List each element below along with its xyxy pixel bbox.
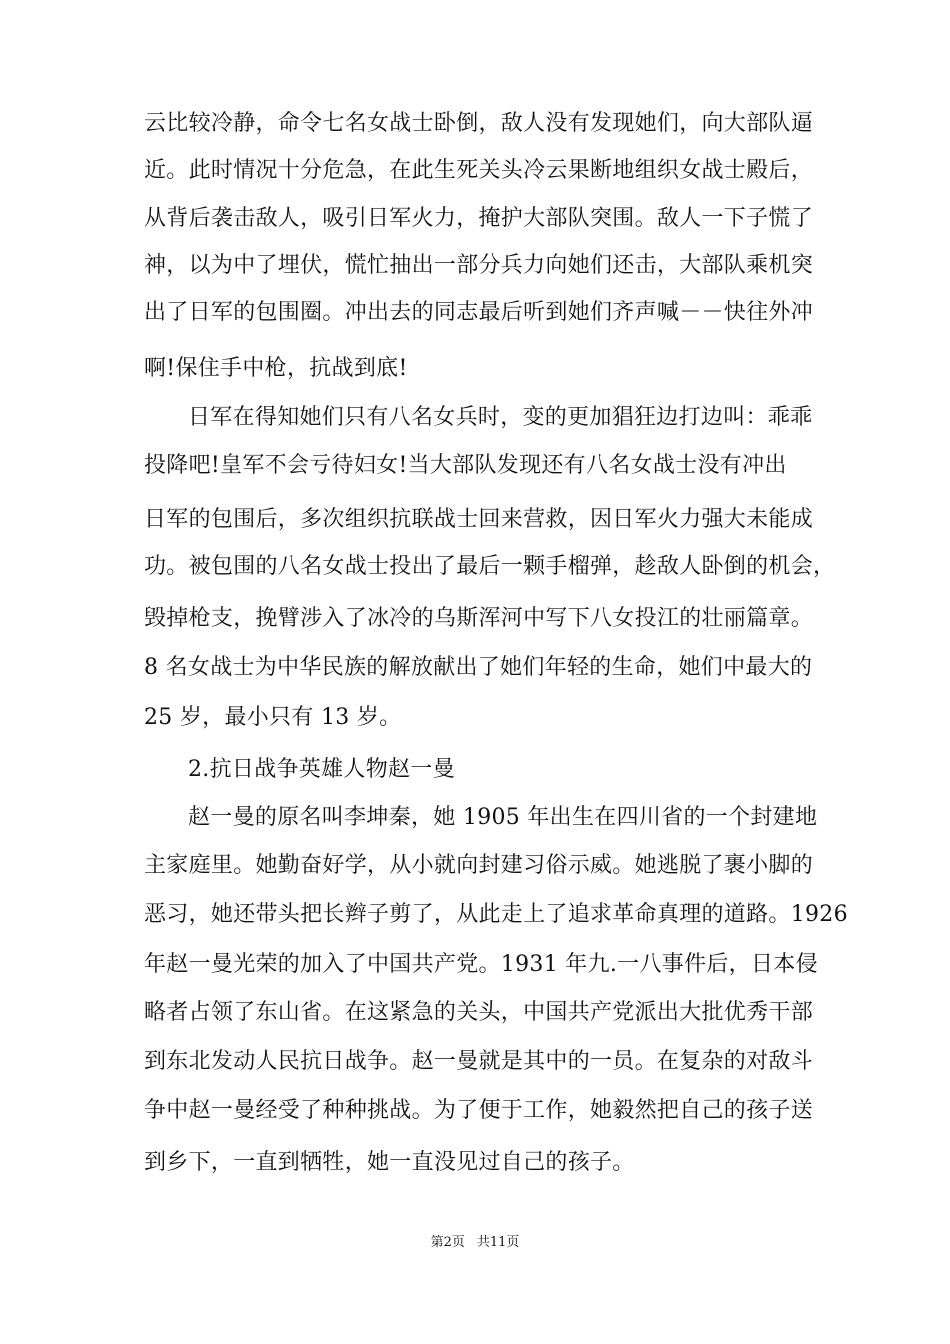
- paragraph-line: 略者占领了东山省。在这紧急的关头，中国共产党派出大批优秀干部: [144, 1000, 814, 1025]
- page-number: 第2页: [430, 1235, 465, 1250]
- paragraph-line: 到乡下，一直到牺牲，她一直没见过自己的孩子。: [144, 1150, 635, 1175]
- paragraph-line: 争中赵一曼经受了种种挑战。为了便于工作，她毅然把自己的孩子送: [144, 1098, 814, 1123]
- paragraph-line: 年赵一曼光荣的加入了中国共产党。1931 年九.一八事件后，日本侵: [144, 952, 818, 977]
- page-footer: [0, 1233, 950, 1253]
- page-total: 共11页: [476, 1235, 520, 1250]
- paragraph-line: 啊!保住手中枪，抗战到底!: [144, 356, 408, 381]
- paragraph-line: 赵一曼的原名叫李坤秦，她 1905 年出生在四川省的一个封建地: [188, 805, 818, 830]
- paragraph-line: 云比较冷静，命令七名女战士卧倒，敌人没有发现她们，向大部队逼: [144, 111, 814, 136]
- paragraph-line: 到东北发动人民抗日战争。赵一曼就是其中的一员。在复杂的对敌斗: [144, 1049, 814, 1074]
- paragraph-line: 毁掉枪支，挽臂涉入了冰冷的乌斯浑河中写下八女投江的壮丽篇章。: [144, 606, 814, 631]
- paragraph-line: 近。此时情况十分危急，在此生死关头冷云果断地组织女战士殿后，: [144, 158, 814, 183]
- paragraph-line: 神，以为中了埋伏，慌忙抽出一部分兵力向她们还击，大部队乘机突: [144, 253, 814, 278]
- paragraph-line: 投降吧!皇军不会亏待妇女!当大部队发现还有八名女战士没有冲出: [144, 453, 787, 478]
- paragraph-line: 功。被包围的八名女战士投出了最后一颗手榴弹，趁敌人卧倒的机会，: [144, 554, 836, 579]
- section-heading: 2.抗日战争英雄人物赵一曼: [188, 757, 455, 782]
- paragraph-line: 25 岁，最小只有 13 岁。: [144, 705, 402, 730]
- paragraph-line: 主家庭里。她勤奋好学，从小就向封建习俗示威。她逃脱了裹小脚的: [144, 853, 814, 878]
- paragraph-line: 日军的包围后，多次组织抗联战士回来营救，因日军火力强大未能成: [144, 507, 814, 532]
- paragraph-line: 从背后袭击敌人，吸引日军火力，掩护大部队突围。敌人一下子慌了: [144, 206, 814, 231]
- paragraph-line: 出了日军的包围圈。冲出去的同志最后听到她们齐声喊－－快往外冲: [144, 300, 814, 325]
- paragraph-line: 日军在得知她们只有八名女兵时，变的更加猖狂边打边叫：乖乖: [188, 405, 813, 430]
- paragraph-line: 恶习，她还带头把长辫子剪了，从此走上了追求革命真理的道路。1926: [144, 902, 848, 927]
- paragraph-line: 8 名女战士为中华民族的解放献出了她们年轻的生命，她们中最大的: [144, 655, 813, 680]
